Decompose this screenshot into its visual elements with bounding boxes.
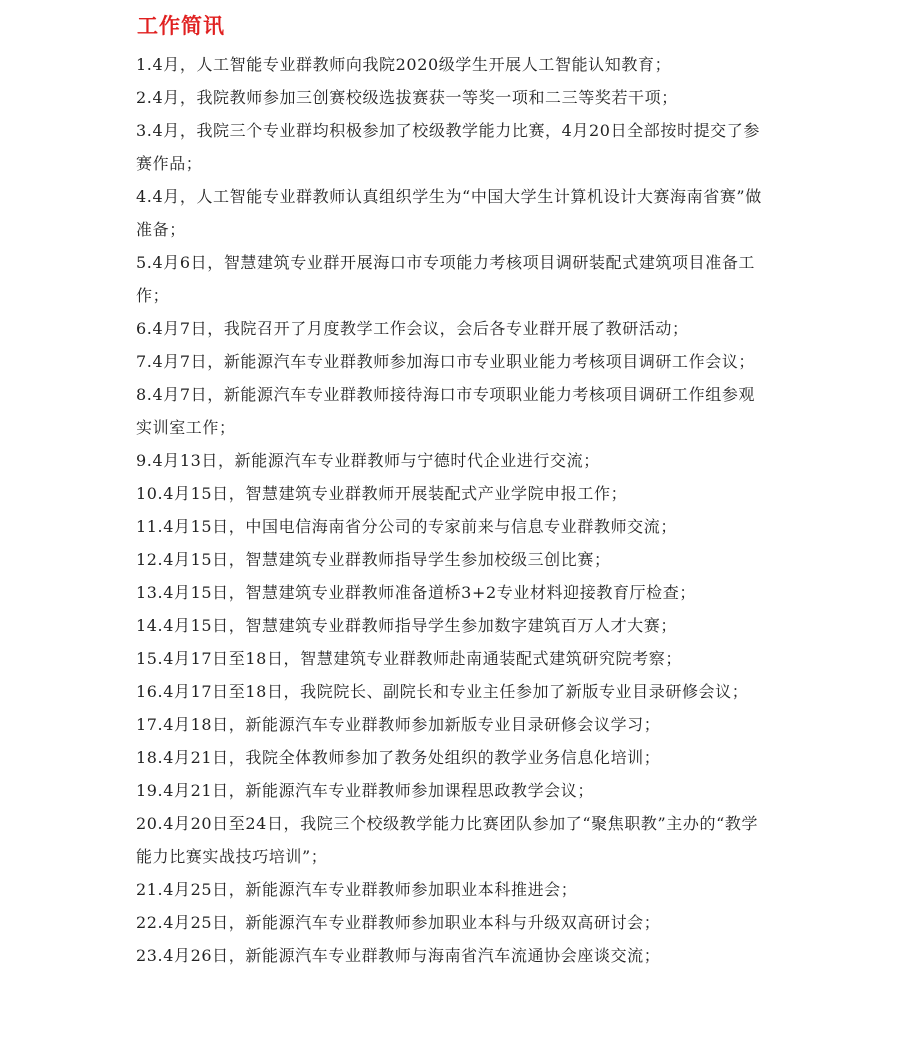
list-item: 8.4月7日，新能源汽车专业群教师接待海口市专项职业能力考核项目调研工作组参观实训室工作； — [136, 385, 756, 437]
list-item: 4.4月，人工智能专业群教师认真组织学生为“中国大学生计算机设计大赛海南省赛”做准备； — [136, 187, 762, 239]
list-item: 19.4月21日，新能源汽车专业群教师参加课程思政教学会议； — [136, 781, 594, 800]
list-item: 23.4月26日，新能源汽车专业群教师与海南省汽车流通协会座谈交流； — [136, 946, 661, 965]
page-title: 工作简讯 — [137, 14, 225, 38]
list-item: 14.4月15日，智慧建筑专业群教师指导学生参加数字建筑百万人才大赛； — [136, 616, 677, 635]
news-list — [136, 48, 766, 972]
list-item: 2.4月，我院教师参加三创赛校级选拔赛获一等奖一项和二三等奖若干项； — [136, 88, 678, 107]
list-item: 11.4月15日，中国电信海南省分公司的专家前来与信息专业群教师交流； — [136, 517, 677, 536]
list-item: 1.4月，人工智能专业群教师向我院2020级学生开展人工智能认知教育； — [136, 55, 672, 74]
list-item: 20.4月20日至24日，我院三个校级教学能力比赛团队参加了“聚焦职教”主办的“教学能力比赛实战技巧培训”； — [136, 814, 759, 866]
list-item: 7.4月7日，新能源汽车专业群教师参加海口市专业职业能力考核项目调研工作会议； — [136, 352, 756, 371]
list-item: 21.4月25日，新能源汽车专业群教师参加职业本科推进会； — [136, 880, 578, 899]
list-item: 16.4月17日至18日，我院院长、副院长和专业主任参加了新版专业目录研修会议； — [136, 682, 749, 701]
list-item: 15.4月17日至18日，智慧建筑专业群教师赴南通装配式建筑研究院考察； — [136, 649, 682, 668]
list-item: 6.4月7日，我院召开了月度教学工作会议，会后各专业群开展了教研活动； — [136, 319, 689, 338]
list-item: 5.4月6日，智慧建筑专业群开展海口市专项能力考核项目调研装配式建筑项目准备工作； — [136, 253, 756, 305]
list-item: 10.4月15日，智慧建筑专业群教师开展装配式产业学院申报工作； — [136, 484, 628, 503]
list-item: 17.4月18日，新能源汽车专业群教师参加新版专业目录研修会议学习； — [136, 715, 661, 734]
list-item: 22.4月25日，新能源汽车专业群教师参加职业本科与升级双高研讨会； — [136, 913, 661, 932]
list-item: 18.4月21日，我院全体教师参加了教务处组织的教学业务信息化培训； — [136, 748, 661, 767]
list-item: 3.4月，我院三个专业群均积极参加了校级教学能力比赛，4月20日全部按时提交了参赛作品； — [136, 121, 760, 173]
list-item: 13.4月15日，智慧建筑专业群教师准备道桥3+2专业材料迎接教育厅检查； — [136, 583, 696, 602]
list-item: 12.4月15日，智慧建筑专业群教师指导学生参加校级三创比赛； — [136, 550, 611, 569]
list-item: 9.4月13日，新能源汽车专业群教师与宁德时代企业进行交流； — [136, 451, 600, 470]
